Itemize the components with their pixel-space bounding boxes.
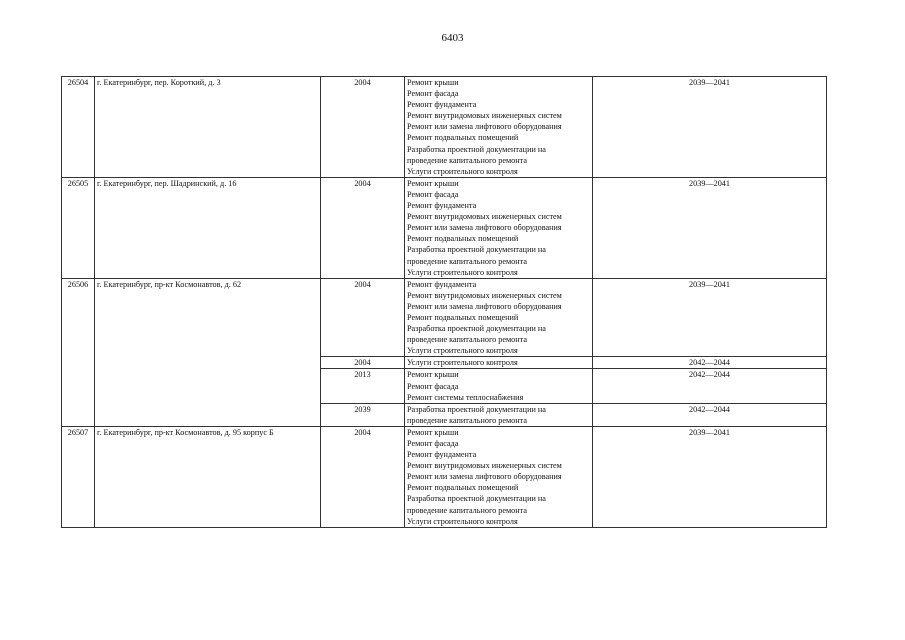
work-item: проведение капитального ремонта	[407, 155, 527, 165]
work-item: Ремонт фасада	[407, 89, 459, 99]
year-cell: 2004	[321, 278, 405, 357]
work-item: Услуги строительного контроля	[407, 516, 518, 526]
year-cell: 2039	[321, 403, 405, 426]
work-item: проведение капитального ремонта	[407, 335, 527, 345]
works-cell	[405, 278, 593, 357]
page-number: 6403	[441, 32, 464, 44]
works-cell	[405, 177, 593, 278]
work-item: Разработка проектной документации на	[407, 494, 546, 504]
year-cell: 2004	[321, 357, 405, 369]
works-cell	[405, 369, 593, 403]
work-item: проведение капитального ремонта	[407, 415, 527, 425]
repair-schedule-table	[61, 76, 827, 528]
work-item: Ремонт подвальных помещений	[407, 483, 519, 493]
period-cell: 2042—2044	[593, 369, 827, 403]
work-item: Услуги строительного контроля	[407, 346, 518, 356]
work-item: Ремонт или замена лифтового оборудования	[407, 223, 562, 233]
table-row	[62, 278, 827, 357]
work-item: проведение капитального ремонта	[407, 505, 527, 515]
work-item: Ремонт фасада	[407, 189, 459, 199]
period-cell: 2039—2041	[593, 77, 827, 178]
year-cell: 2004	[321, 77, 405, 178]
work-item: Ремонт крыши	[407, 370, 459, 380]
work-item: Ремонт внутридомовых инженерных систем	[407, 212, 562, 222]
work-item: Услуги строительного контроля	[407, 267, 518, 277]
work-item: Разработка проектной документации на	[407, 404, 546, 414]
building-number-cell: 26505	[62, 177, 95, 278]
work-item: Услуги строительного контроля	[407, 358, 518, 368]
work-item: Разработка проектной документации на	[407, 245, 546, 255]
table-row	[62, 177, 827, 278]
address-cell: г. Екатеринбург, пр-кт Космонавтов, д. 62	[95, 278, 321, 426]
works-cell	[405, 426, 593, 527]
work-item: Ремонт системы теплоснабжения	[407, 392, 524, 402]
address-cell: г. Екатеринбург, пер. Шадринский, д. 16	[95, 177, 321, 278]
work-item: Ремонт фундамента	[407, 100, 477, 110]
works-cell	[405, 77, 593, 178]
works-cell	[405, 357, 593, 369]
work-item: Ремонт или замена лифтового оборудования	[407, 122, 562, 132]
work-item: Ремонт фундамента	[407, 450, 477, 460]
work-item: Ремонт фасада	[407, 381, 459, 391]
table-row	[62, 77, 827, 178]
year-cell: 2004	[321, 177, 405, 278]
work-item: Ремонт подвальных помещений	[407, 234, 519, 244]
works-cell	[405, 403, 593, 426]
work-item: Ремонт внутридомовых инженерных систем	[407, 461, 562, 471]
building-number-cell: 26504	[62, 77, 95, 178]
work-item: Ремонт внутридомовых инженерных систем	[407, 111, 562, 121]
work-item: Разработка проектной документации на	[407, 144, 546, 154]
period-cell: 2039—2041	[593, 177, 827, 278]
work-item: Ремонт крыши	[407, 427, 459, 437]
work-item: Ремонт фундамента	[407, 279, 477, 289]
year-cell: 2013	[321, 369, 405, 403]
work-item: Ремонт внутридомовых инженерных систем	[407, 290, 562, 300]
building-number-cell: 26506	[62, 278, 95, 426]
work-item: Ремонт или замена лифтового оборудования	[407, 301, 562, 311]
work-item: Ремонт фундамента	[407, 201, 477, 211]
period-cell: 2039—2041	[593, 426, 827, 527]
address-cell: г. Екатеринбург, пер. Короткий, д. 3	[95, 77, 321, 178]
work-item: Разработка проектной документации на	[407, 324, 546, 334]
work-item: проведение капитального ремонта	[407, 256, 527, 266]
work-item: Услуги строительного контроля	[407, 166, 518, 176]
table-row	[62, 426, 827, 527]
year-cell: 2004	[321, 426, 405, 527]
work-item: Ремонт фасада	[407, 439, 459, 448]
period-cell: 2039—2041	[593, 278, 827, 357]
work-item: Ремонт или замена лифтового оборудования	[407, 472, 562, 482]
building-number-cell: 26507	[62, 426, 95, 527]
work-item: Ремонт крыши	[407, 178, 459, 188]
work-item: Ремонт подвальных помещений	[407, 312, 519, 322]
period-cell: 2042—2044	[593, 403, 827, 426]
period-cell: 2042—2044	[593, 357, 827, 369]
table-body	[62, 77, 827, 528]
address-cell: г. Екатеринбург, пр-кт Космонавтов, д. 95 корпус Б	[95, 426, 321, 527]
work-item: Ремонт подвальных помещений	[407, 133, 519, 143]
work-item: Ремонт крыши	[407, 78, 459, 87]
